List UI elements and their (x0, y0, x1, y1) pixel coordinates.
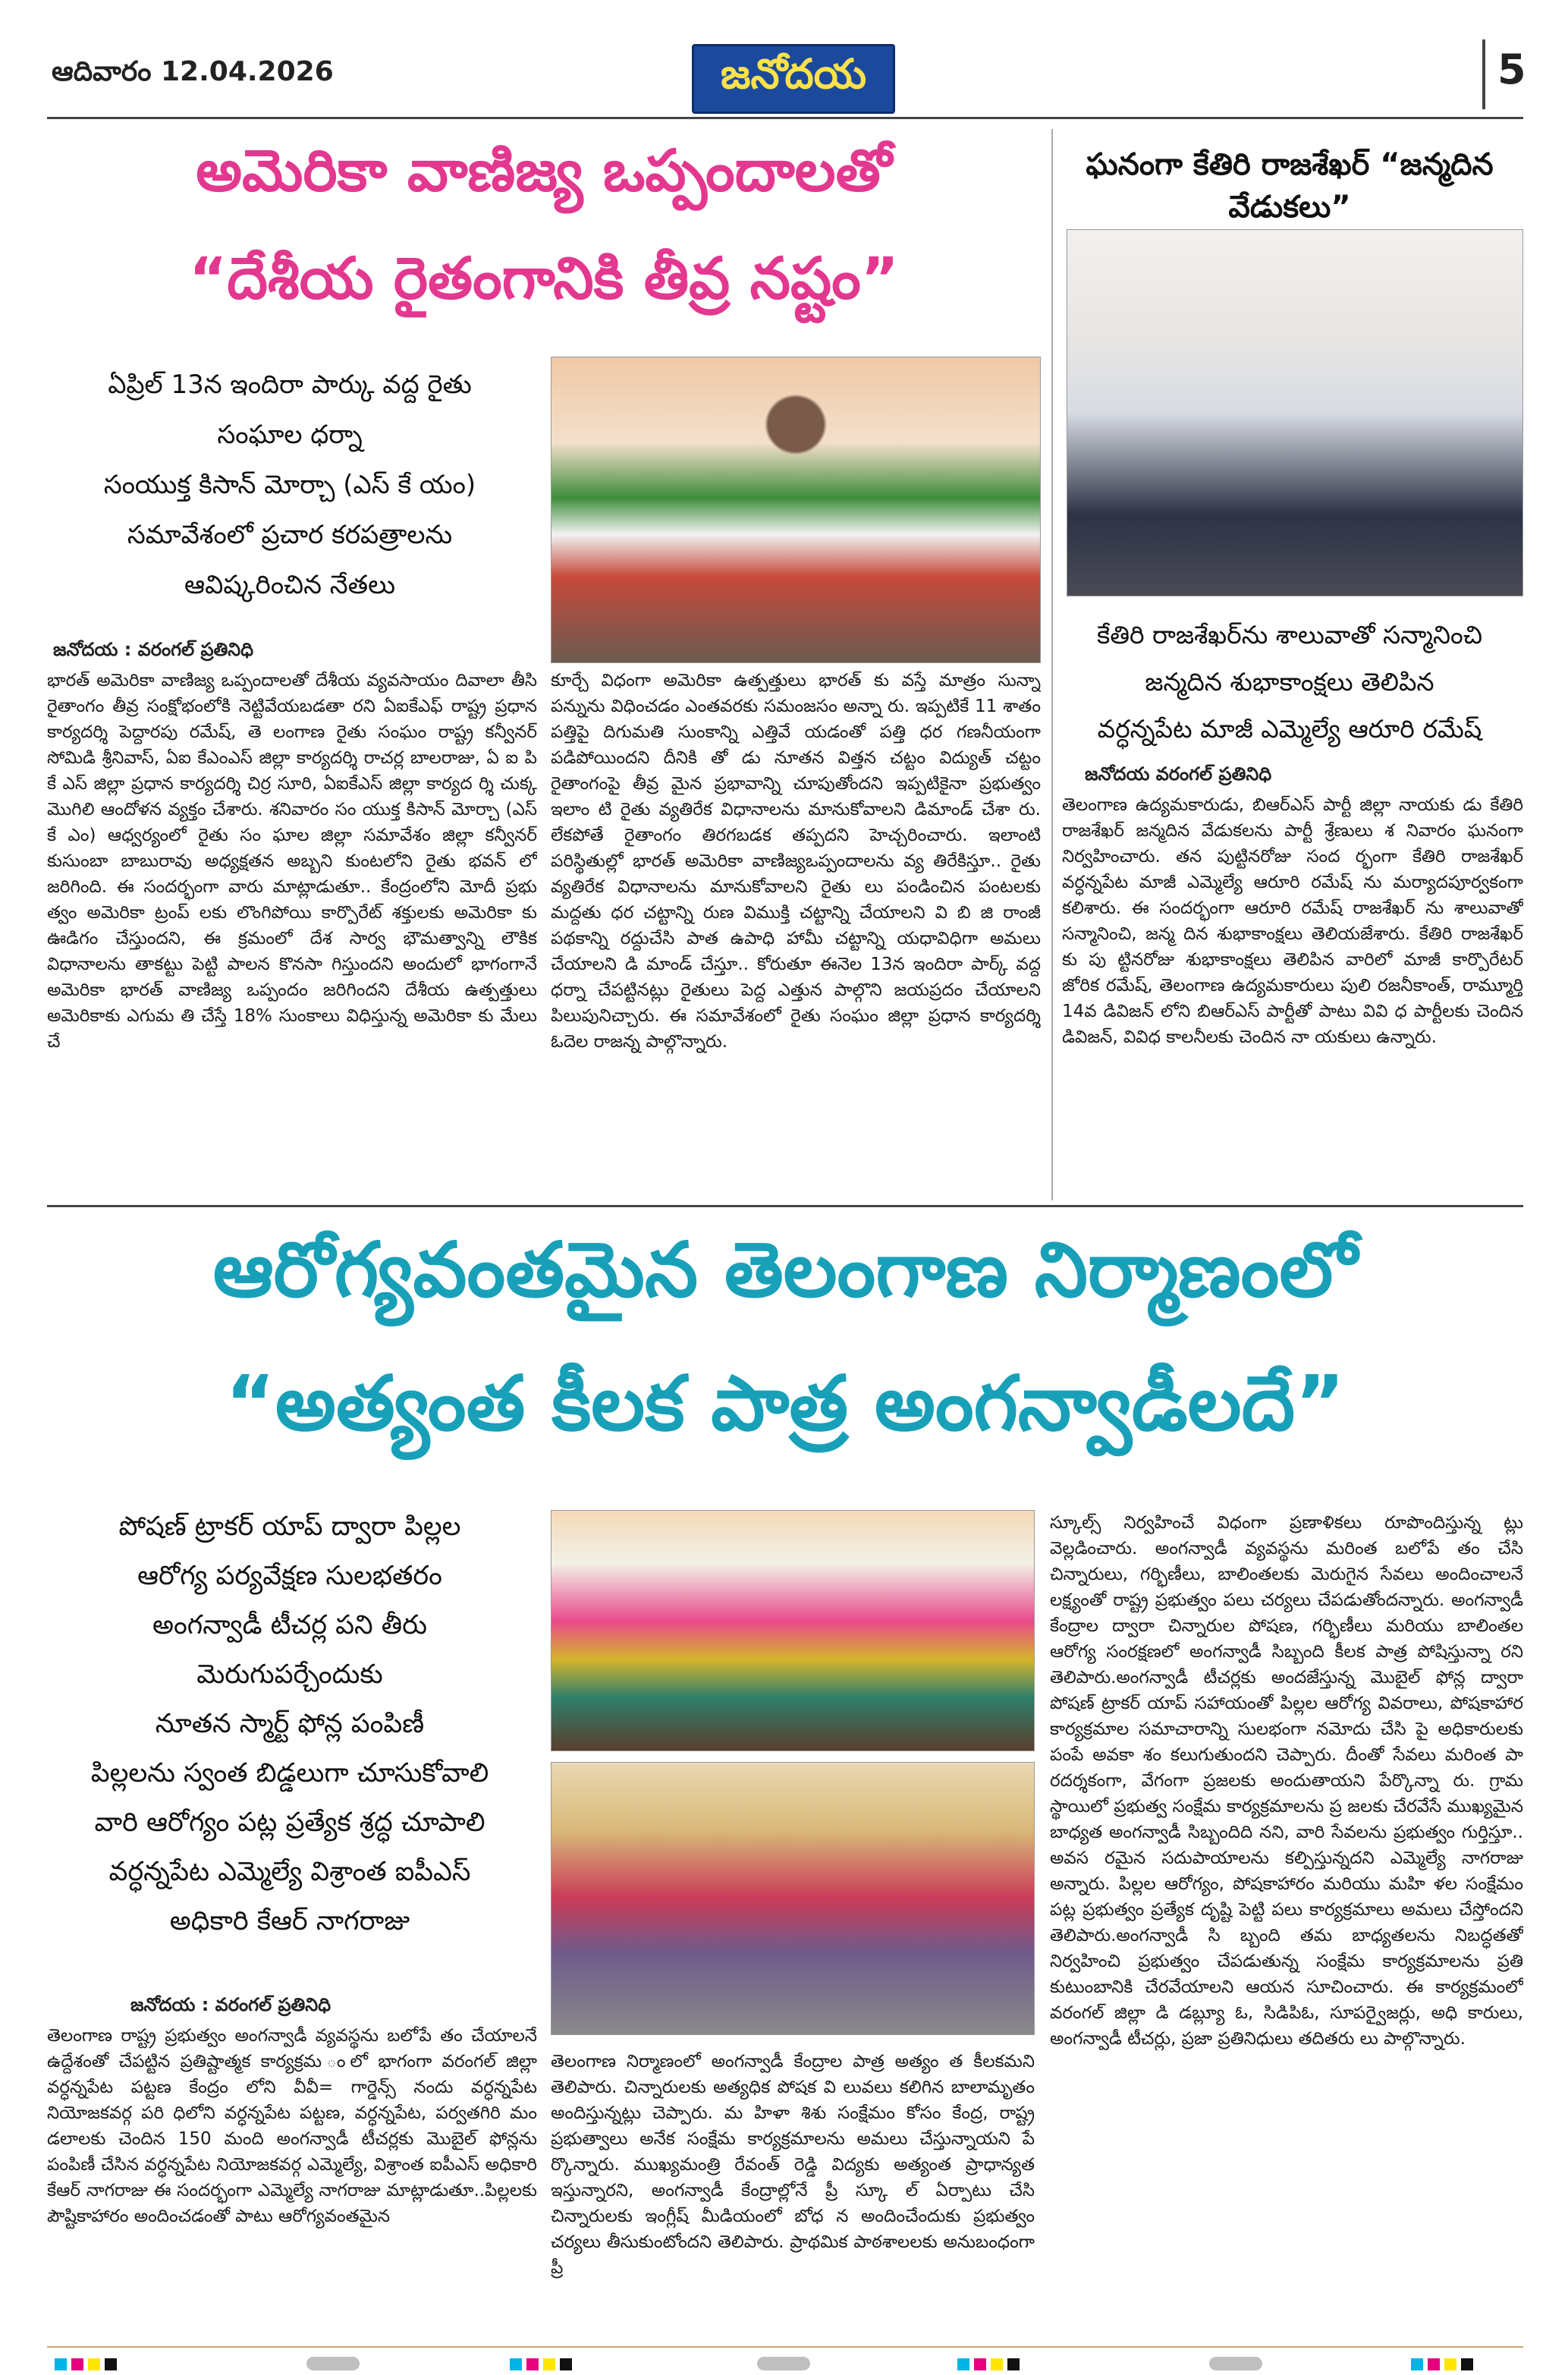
page-number-divider (1482, 39, 1485, 109)
story2-column2: తెలంగాణ నిర్మాణంలో అంగన్వాడీ కేంద్రాల పాత్ర అత్యం త కీలకమని తెలిపారు. చిన్నారులకు అత్యధిక పోషక వి లువలు కలిగిన బాలామృతం అందిస్తున్నట్లు చెప్పారు. మ హిళా శిశు సంక్షేమం కోసం కేంద్ర, రాష్ట్ర ప్రభుత్వాలు అనేక సంక్షేమ కార్యక్రమాలను అమలు చేస్తున్నాయని పే ర్కొన్నారు. ముఖ్యమంత్రి రేవంత్ రెడ్డి విద్యకు అత్యంత ప్రాధాన్యత ఇస్తున్నారని, అంగన్వాడీ కేంద్రాల్లోనే ప్రీ స్కూ ల్ ఏర్పాటు చేసి చిన్నారులకు ఇంగ్లీష్ మీడియంలో బోధ న అందించేందుకు ప్రభుత్వం చర్యలు తీసుకుంటోందని తెలిపారు. ప్రాథమిక పాఠశాలలకు అనుబంధంగా ప్రీ (551, 2052, 1035, 2278)
newspaper-logo (692, 44, 895, 114)
story2-subheads (47, 1502, 533, 1946)
story2-headline-line2: “అత్యంత కీలక పాత్ర అంగన్వాడీలదే” (225, 1359, 1345, 1448)
story1-subhead: ఏప్రిల్ 13న ఇందిరా పార్కు వద్ద రైతు (108, 370, 472, 400)
sidebar-byline: జనోదయ వరంగల్ ప్రతినిధి (1085, 763, 1272, 785)
registration-pill (306, 2357, 360, 2370)
story1-column1: భారత్ అమెరికా వాణిజ్య ఒప్పందాలతో దేశీయ వ్యవసాయం దివాలా తీసి రైతాంగం తీవ్ర సంక్షోభంలోకి నెట్టివేయబడతా రని ఏఐకేఎఫ్ రాష్ట్ర ప్రధాన కార్యదర్శి పెద్దారపు రమేష్, తె లంగాణ రైతు సంఘం రాష్ట్ర కన్వీనర్ సోమిడి శ్రీనివాస్, ఏఐ కేఎంఎస్ జిల్లా కార్యదర్శి రాచర్ల బాలరాజు, ఏ ఐ పి కే ఎస్ జిల్లా ప్రధాన కార్యదర్శి చిర్ర సూరి, ఏఐకేఎస్ జిల్లా కార్యద ర్శి చుక్క మొగిలి ఆందోళన వ్యక్తం చేశారు. శనివారం సం యుక్త కిసాన్ మోర్చా (ఎస్ కే ఎం) ఆధ్వర్యంలో రైతు సం ఘాల జిల్లా సమావేశం జిల్లా కన్వీనర్ కుసుంబా బాబురావు అధ్యక్షతన అబ్బని కుంటలోని రైతు భవన్ లో జరిగింది. ఈ సందర్భంగా వారు మాట్లాడుతూ.. కేంద్రంలోని మోదీ ప్రభు త్వం అమెరికా ట్రంప్ లకు లొంగిపోయి కార్పొరేట్ శక్తులకు అమెరికా కు ఊడిగం చేస్తుందని, ఈ క్రమంలో దేశ సార్వ భౌమత్వాన్ని లౌకిక విధానాలను తాకట్టు పెట్టి పాలన కొనసా గిస్తుందని అందులో భాగంగానే అమెరికా భారత్ వాణిజ్య ఒప్పందం జరిగిందని దేశీయ ఉత్పత్తులు అమెరికాకు ఎగుమ తి చేస్తే 18% సుంకాలు విధిస్తున్న అమెరికా కు మేలు చే (47, 671, 537, 1052)
story1-subhead: సంయుక్త కిసాన్ మోర్చా (ఎస్ కే యం) (103, 470, 476, 500)
story2-headline-line1: ఆరోగ్యవంతమైన తెలంగాణ నిర్మాణంలో (212, 1225, 1358, 1314)
color-registration-marks (957, 2358, 1020, 2370)
story2-byline: జనోదయ : వరంగల్ ప్రతినిధి (130, 1994, 332, 2015)
edition-date: ఆదివారం 12.04.2026 (52, 56, 334, 87)
sidebar-subheads (1056, 612, 1523, 753)
story2-subhead: అంగన్వాడీ టీచర్ల పని తీరు (152, 1610, 427, 1640)
registration-pill (757, 2357, 810, 2370)
story1-headline-line1: అమెరికా వాణిజ్య ఒప్పందాలతో (196, 137, 892, 204)
story1-column2: కూర్చే విధంగా అమెరికా ఉత్పత్తులు భారత్ కు వస్తే మాత్రం సున్నా పన్నును విధించడం ఎంతవరకు సమంజసం అన్నా రు. ఇప్పటికే 11 శాతం పత్తిపై దిగుమతి సుంకాన్ని ఎత్తివే యడంతో పత్తి ధర గణనీయంగా పడిపోయిందని దీనికి తో డు నూతన విత్తన చట్టం విద్యుత్ చట్టం రైతాంగంపై తీవ్ర మైన ప్రభావాన్ని చూపుతోందని ఇప్పటికైనా ప్రభుత్వం ఇలాం టి రైతు వ్యతిరేక విధానాలను మానుకోవాలని డిమాండ్ చేశా రు. లేకపోతే రైతాంగం తిరగబడక తప్పదని హెచ్చరించారు. ఇలాంటి పరిస్థితుల్లో భారత్ అమెరికా వాణిజ్యఒప్పందాలను వ్య తిరేకిస్తూ.. రైతు వ్యతిరేక విధానాలను మానుకోవాలని రైతు లు పండించిన పంటలకు మద్దతు ధర చట్టాన్ని రుణ విముక్తి చట్టాన్ని చేయాలని వి బి జి రాంజీ పథకాన్ని రద్దుచేసి పాత ఉపాధి హామీ చట్టాన్ని యధావిధిగా అమలు చేయాలని డి మాండ్ చేస్తూ.. కోరుతూ ఈనెల 13న ఇందిరా పార్క్ వద్ద ధర్నా చేపట్టినట్లు రైతులు పెద్ద ఎత్తున పాల్గొని జయప్రదం చేయాలని పిలుపునిచ్చారు. ఈ సమావేశంలో రైతు సంఘం జిల్లా ప్రధాన కార్యదర్శి ఓదెల రాజన్న పాల్గొన్నారు. (551, 671, 1041, 1052)
column-divider (1051, 129, 1053, 1200)
story1-byline: జనోదయ : వరంగల్ ప్రతినిధి (53, 639, 254, 660)
story2-column1: తెలంగాణ రాష్ట్ర ప్రభుత్వం అంగన్వాడీ వ్యవస్థను బలోపే తం చేయాలనే ఉద్దేశంతో చేపట్టిన ప్రతిష్టాత్మక కార్యక్రమ ంలో భాగంగా వరంగల్ జిల్లా వర్ధన్నపేట పట్టణ కేంద్రం లోని వీవీ= గార్డెన్స్ నందు వర్ధన్నపేట నియోజకవర్గ పరి ధిలోని వర్ధన్నపేట పట్టణ, వర్ధన్నపేట, పర్వతగిరి మం డలాలకు చెందిన 150 మంది అంగన్వాడీ టీచర్లకు మొబైల్ ఫోన్లను పంపిణీ చేసిన వర్ధన్నపేట నియోజకవర్గ ఎమ్మెల్యే, విశ్రాంత ఐపీఎస్ అధికారి కేఆర్ నాగరాజు ఈ సందర్భంగా ఎమ్మెల్యే నాగరాజు మాట్లాడుతూ..పిల్లలకు పౌష్టికాహారం అందించడంతో పాటు ఆరోగ్యవంతమైన (47, 2026, 537, 2226)
story2-subhead: ఆరోగ్య పర్యవేక్షణ సులభతరం (137, 1561, 442, 1591)
story1-subhead: సమావేశంలో ప్రచార కరపత్రాలను (127, 520, 453, 550)
story2-subhead: వర్ధన్నపేట ఎమ్మెల్యే విశ్రాంత ఐపీఎస్ (108, 1857, 471, 1887)
story2-column3: స్కూల్స్ నిర్వహించే విధంగా ప్రణాళికలు రూపొందిస్తున్న ట్లు వెల్లడించారు. అంగన్వాడీ వ్యవస్థను మరింత బలోపే తం చేసి చిన్నారులు, గర్భిణీలు, బాలింతలకు మెరుగైన సేవలు అందించాలనే లక్ష్యంతో రాష్ట్ర ప్రభుత్వం పలు చర్యలు చేపడుతోందన్నారు. అంగన్వాడీ కేంద్రాల ద్వారా చిన్నారుల పోషణ, గర్భిణీలు మరియు బాలింతల ఆరోగ్య సంరక్షణలో అంగన్వాడీ సిబ్బంది కీలక పాత్ర పోషిస్తున్నా రని తెలిపారు.అంగన్వాడీ టీచర్లకు అందజేస్తున్న మొబైల్ ఫోన్ల ద్వారా పోషణ్ ట్రాకర్ యాప్ సహాయంతో పిల్లల ఆరోగ్య వివరాలు, పోషకాహార కార్యక్రమాల సమాచారాన్ని సులభంగా నమోదు చేసి పై అధికారులకు పంపే అవకా శం కలుగుతుందని చెప్పారు. దీంతో సేవలు మరింత పా రదర్శకంగా, వేగంగా ప్రజలకు అందుతాయని పేర్కొన్నా రు. గ్రామ స్థాయిలో ప్రభుత్వ సంక్షేమ కార్యక్రమాలను ప్ర జలకు చేరవేసే ముఖ్యమైన బాధ్యత అంగన్వాడీ సిబ్బందిది నని, వారి సేవలను ప్రభుత్వం గుర్తిస్తూ.. అవస రమైన సదుపాయాలను కల్పిస్తున్నదని ఎమ్మెల్యే నాగరాజు అన్నారు. పిల్లల ఆరోగ్యం, పోషకాహారం మరియు మహి ళల సంక్షేమం పట్ల ప్రభుత్వం ప్రత్యేక దృష్టి పెట్టి పలు కార్యక్రమాలు అమలు చేస్తోందని తెలిపారు.అంగన్వాడీ సి బ్బంది తమ బాధ్యతలను నిబద్ధతతో నిర్వహించి ప్రభుత్వం చేపడుతున్న సంక్షేమ కార్యక్రమాలను ప్రతి కుటుంబానికి చేరవేయాలని ఆయన సూచించారు. ఈ కార్యక్రమంలో వరంగల్ జిల్లా డి డబ్ల్యూ ఓ, సిడిపిఓ, సూపర్వైజర్లు, అధి కారులు, అంగన్వాడీ టీచర్లు, ప్రజా ప్రతినిధులు తదితరు లు పాల్గొన్నారు. (1050, 1513, 1523, 2049)
sidebar-photo (1067, 229, 1523, 596)
story1-subhead: ఆవిష్కరించిన నేతలు (184, 570, 395, 600)
sidebar-headline: ఘనంగా కేతిరి రాజశేఖర్ “జన్మదిన వేడుకలు” (1086, 147, 1494, 225)
story2-subhead: పోషణ్ ట్రాకర్ యాప్ ద్వారా పిల్లల (118, 1512, 461, 1542)
color-registration-marks (1411, 2358, 1473, 2370)
page-number: 5 (1497, 46, 1526, 93)
color-registration-marks (55, 2358, 117, 2370)
story1-subheads (47, 360, 533, 610)
story1-photo (551, 357, 1041, 663)
color-registration-marks (510, 2358, 572, 2370)
story1-subhead: సంఘాల ధర్నా (217, 420, 363, 450)
story2-subhead: వారి ఆరోగ్యం పట్ల ప్రత్యేక శ్రద్ధ చూపాలి (94, 1807, 485, 1838)
logo-text: జనోదయ (720, 49, 867, 98)
story2-subhead: పిల్లలను స్వంత బిడ్డలుగా చూసుకోవాలి (90, 1758, 489, 1788)
story1-headline-line2: “దేశీయ రైతంగానికి తీవ్ర నష్టం” (189, 244, 899, 312)
story2-subhead: మెరుగుపర్చేందుకు (196, 1659, 383, 1690)
story2-photo-bottom (551, 1762, 1035, 2035)
section-rule (47, 1205, 1523, 1207)
story2-subhead: నూతన స్మార్ట్ ఫోన్ల పంపిణీ (155, 1709, 425, 1739)
registration-pill (1209, 2357, 1262, 2370)
story2-subhead: అధికారి కేఆర్ నాగరాజు (169, 1906, 410, 1936)
sidebar-subhead: వర్ధన్నపేట మాజీ ఎమ్మెల్యే ఆరూరి రమేష్ (1097, 714, 1482, 744)
sidebar-subhead: జన్మదిన శుభాకాంక్షలు తెలిపిన (1145, 667, 1434, 697)
masthead-rule (47, 117, 1523, 119)
sidebar-body: తెలంగాణ ఉద్యమకారుడు, బిఆర్ఎస్ పార్టీ జిల్లా నాయకు డు కేతిరి రాజశేఖర్ జన్మదిన వేడుకలను పార్టీ శ్రేణులు శ నివారం ఘనంగా నిర్వహించారు. తన పుట్టినరోజు సంద ర్భంగా కేతిరి రాజశేఖర్ వర్ధన్నపేట మాజీ ఎమ్మెల్యే ఆరూరి రమేష్ ను మర్యాదపూర్వకంగా కలిశారు. ఈ సందర్భంగా ఆరూరి రమేష్ రాజశేఖర్ ను శాలువాతో సన్మానించి, జన్మ దిన శుభాకాంక్షలు తెలియజేశారు. కేతిరి రాజశేఖర్ కు పు ట్టినరోజు శుభాకాంక్షలు తెలిపిన వారిలో మాజీ కార్పొరేటర్ జోరిక రమేష్, తెలంగాణ ఉద్యమకారులు పులి రజనీకాంత్, రామ్మూర్తి 14వ డివిజన్ లోని బిఆర్ఎస్ పార్టీతో పాటు వివి ధ పార్టీలకు చెందిన డివిజన్, వివిధ కాలనీలకు చెందిన నా యకులు ఉన్నారు. (1062, 795, 1523, 1047)
story2-photo-top (551, 1510, 1035, 1751)
footer-rule (47, 2346, 1523, 2348)
sidebar-subhead: కేతిరి రాజశేఖర్‌ను శాలువాతో సన్మానించి (1096, 620, 1483, 650)
